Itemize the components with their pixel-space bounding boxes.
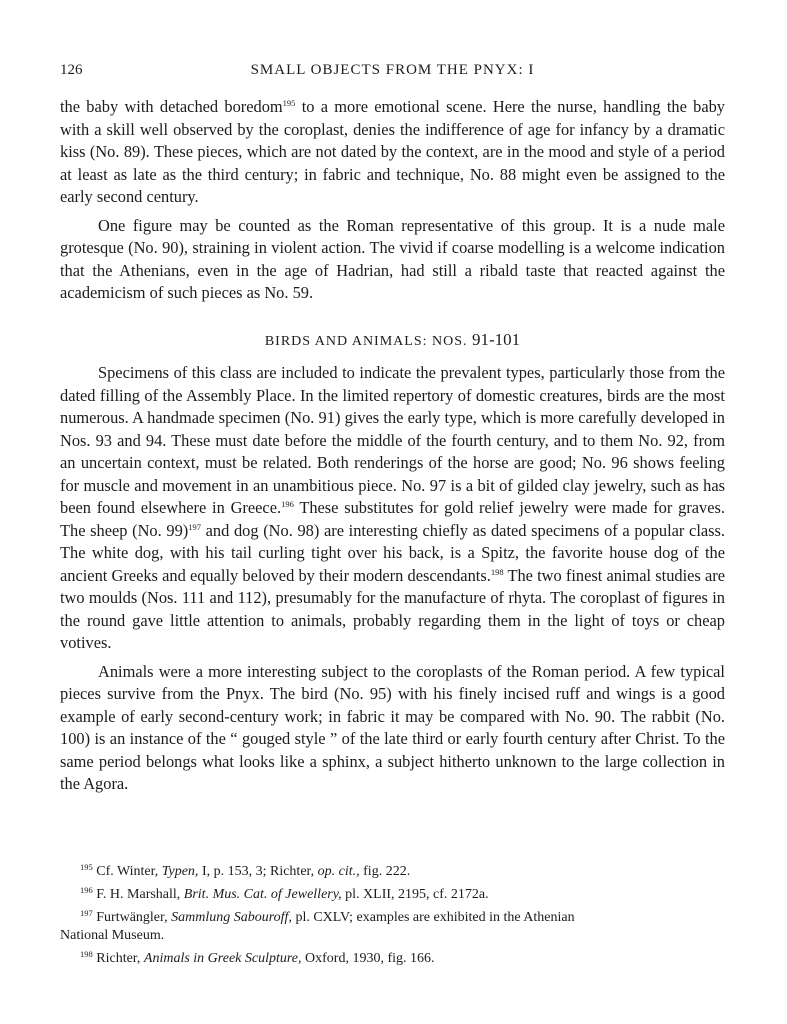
running-title: SMALL OBJECTS FROM THE PNYX: I [250, 62, 535, 78]
footnote-ref[interactable]: 195 [282, 98, 296, 108]
paragraph: the baby with detached boredom$^{195}$ to a more emotional scene. Here the nurse, handling the baby with a skill well observed by the coroplast, denies the indifference of age for infancy by a dramatic kiss (No. 89). These pieces, which are not dated by the context, are in the mood and style of a period at least as late as the third century; in fabric and technique, No. 88 might even be assigned to the early second century. [60, 97, 725, 206]
footnotes [60, 858, 725, 968]
birds-text [60, 362, 725, 796]
footnote: $^{195}$ Cf. Winter, Typen, I, p. 153, 3; Richter, op. cit., fig. 222. [80, 862, 411, 879]
page-header [60, 62, 725, 84]
footnote: $^{196}$ F. H. Marshall, Brit. Mus. Cat. of Jewellery, pl. XLII, 2195, cf. 2172a. [80, 885, 489, 902]
footnote-ref[interactable]: 197 [188, 521, 201, 532]
section-heading: BIRDS AND ANIMALS: NOS. 91-101 [264, 330, 521, 349]
footnote: $^{198}$ Richter, Animals in Greek Sculpture, Oxford, 1930, fig. 166. [80, 949, 435, 966]
page-number: 126 [60, 62, 83, 78]
footnote-ref[interactable]: 196 [281, 499, 294, 509]
section-range: 91-101 [472, 330, 521, 349]
paragraph: Specimens of this class are included to indicate the prevalent types, particularly those from the dated filling of the Assembly Place. In the limited repertory of domestic creatures, birds are the most numerous. A handmade specimen (No. 91) gives the early type, which is more carefully developed in Nos. 93 and 94. These must date before the middle of the fourth century, and to them No. 92, from an uncertain context, must be related. Both renderings of the horse are good; No. 96 shows feeling for muscle and movement in an unambitious piece. No. 97 is a bit of gilded clay jewelry, such as has been found elsewhere in Greece.$^{196}$ These substitutes for gold relief jewelry were made for graves. The sheep (No. 99)$^{197}$ and dog (No. 98) are interesting chiefly as dated specimens of a popular class. The white dog, with his tail curling tight over his back, is a Spitz, the favorite house dog of the ancient Greeks and equally beloved by their modern descendants.$^{198}$ The two finest animal studies are two moulds (Nos. 111 and 112), presumably for the manufacture of rhyta. The coroplast of figures in the round gave little attention to animals, probably regarding them in the light of toys or cheap votives. [60, 363, 726, 652]
intro-text [60, 96, 725, 305]
footnote-continuation: National Museum. [60, 928, 165, 943]
paragraph: One figure may be counted as the Roman representative of this group. It is a nude male grotesque (No. 90), straining in violent action. The vivid if coarse modelling is a welcome indication that the Athenians, even in the age of Hadrian, had still a ribald taste that reacted against the academicism of such pieces as No. 59. [60, 215, 725, 302]
footnote-ref[interactable]: 198 [490, 566, 504, 577]
footnote: $^{197}$ Furtwängler, Sammlung Sabouroff, pl. CXLV; examples are exhibited in the Athenian [80, 908, 575, 925]
paragraph: Animals were a more interesting subject to the coroplasts of the Roman period. A few typical pieces survive from the Pnyx. The bird (No. 95) with his finely incised ruff and wings is a good example of early second-century work; in fabric it may be compared with No. 90. The rabbit (No. 100) is an instance of the “ gouged style ” of the late third or early fourth century after Christ. To the same period belongs what looks like a sphinx, a subject hitherto unknown to the large collection in the Agora. [60, 661, 725, 793]
